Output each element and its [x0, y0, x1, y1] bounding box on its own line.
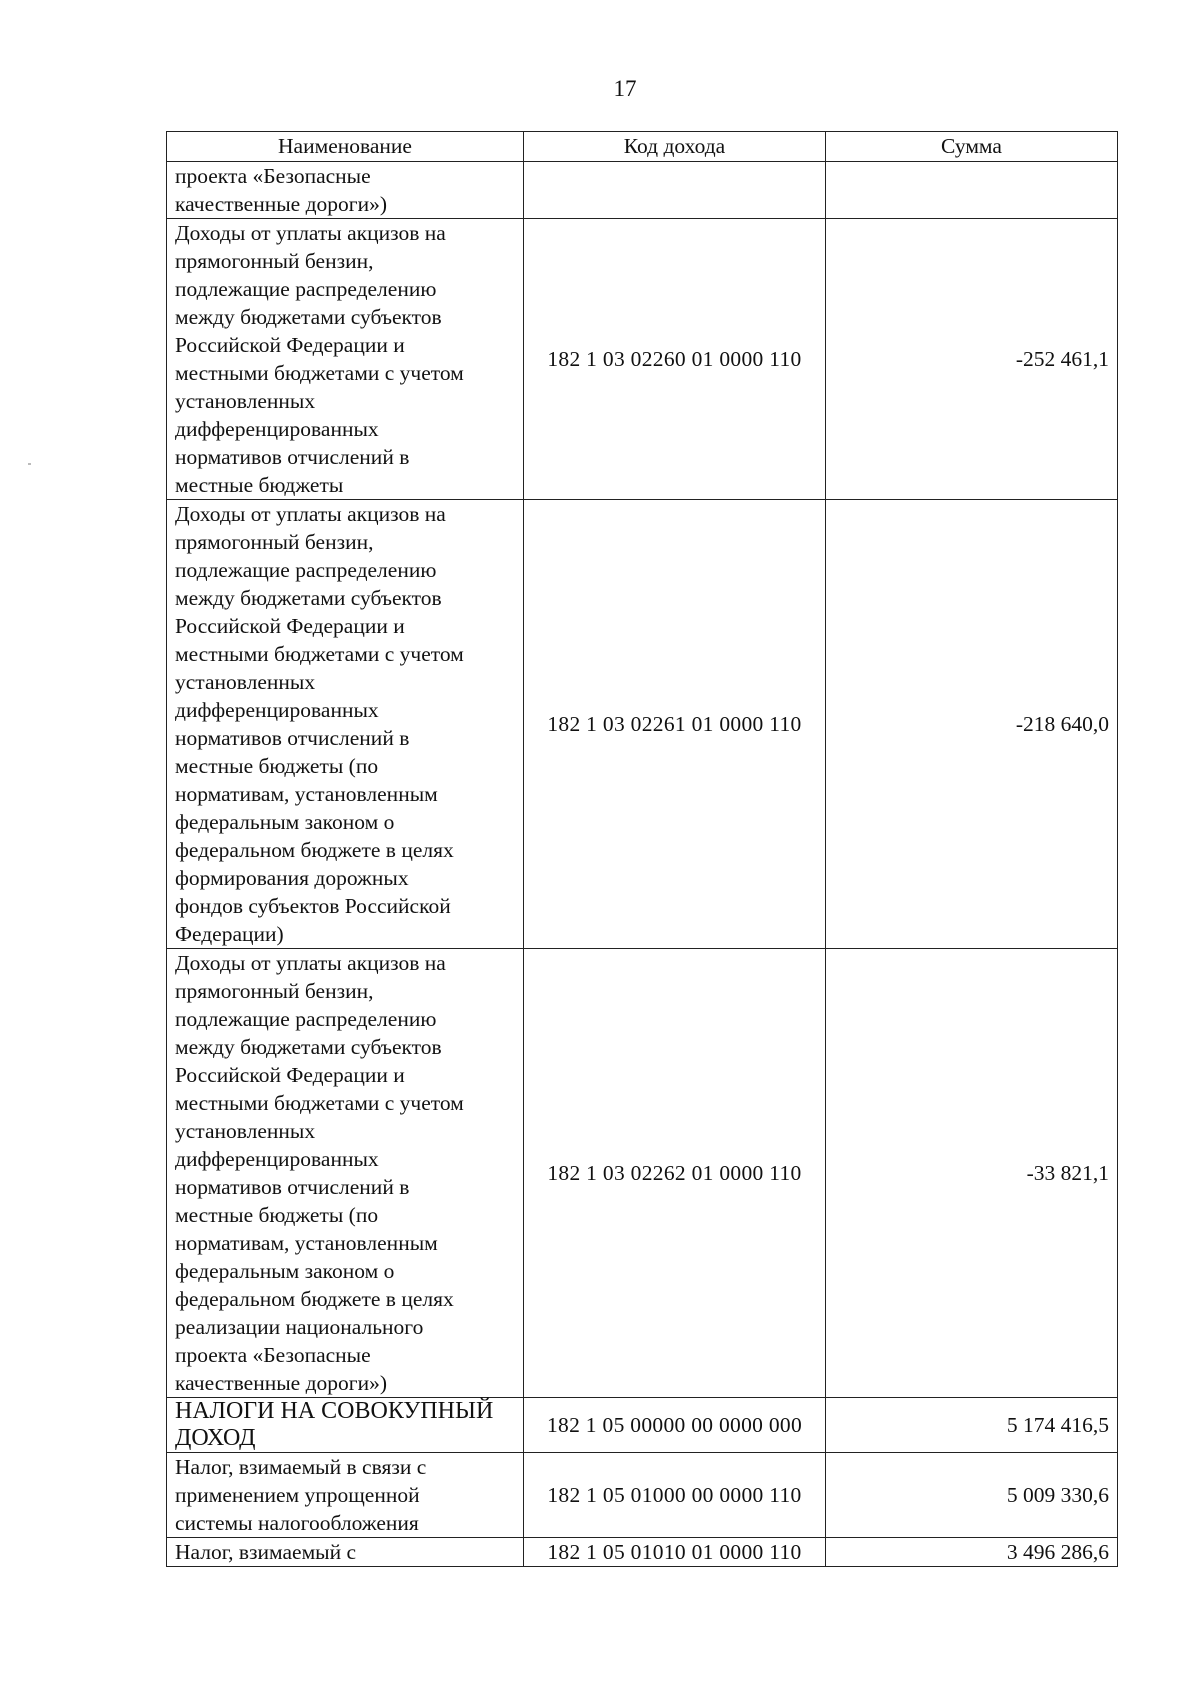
row-code: 182 1 05 01000 00 0000 110	[524, 1453, 826, 1538]
table-row	[167, 949, 1118, 1398]
row-name: Доходы от уплаты акцизов на прямогонный бензин, подлежащие распределению между бюджетами субъектов Российской Федерации и местными бюджетами с учетом установленных дифференцированных нормативов отчислений в местные бюджеты (по нормативам, установленным федеральным законом о федеральном бюджете в целях реализации национального проекта «Безопасные качественные дороги»)	[167, 949, 524, 1398]
row-code: 182 1 05 01010 01 0000 110	[524, 1538, 826, 1567]
row-name: Налог, взимаемый в связи с применением упрощенной системы налогообложения	[167, 1453, 524, 1538]
row-name: Налог, взимаемый с	[167, 1538, 524, 1567]
row-amount: -218 640,0	[826, 500, 1118, 949]
row-code: 182 1 03 02262 01 0000 110	[524, 949, 826, 1398]
table-row-section	[167, 1398, 1118, 1453]
row-name: Доходы от уплаты акцизов на прямогонный бензин, подлежащие распределению между бюджетами субъектов Российской Федерации и местными бюджетами с учетом установленных дифференцированных нормативов отчислений в местные бюджеты (по нормативам, установленным федеральным законом о федеральном бюджете в целях формирования дорожных фондов субъектов Российской Федерации)	[167, 500, 524, 949]
row-amount: 5 009 330,6	[826, 1453, 1118, 1538]
row-code: 182 1 03 02261 01 0000 110	[524, 500, 826, 949]
table-row	[167, 1538, 1118, 1567]
row-amount	[826, 162, 1118, 219]
page-number: 17	[613, 76, 637, 101]
revenue-table	[166, 131, 1118, 1567]
row-name: Доходы от уплаты акцизов на прямогонный бензин, подлежащие распределению между бюджетами субъектов Российской Федерации и местными бюджетами с учетом установленных дифференцированных нормативов отчислений в местные бюджеты	[167, 219, 524, 500]
column-header-name: Наименование	[167, 132, 524, 162]
row-code: 182 1 05 00000 00 0000 000	[524, 1398, 826, 1453]
row-name: проекта «Безопасные качественные дороги»)	[167, 162, 524, 219]
column-header-amount: Сумма	[826, 132, 1118, 162]
row-code	[524, 162, 826, 219]
table-header-row	[167, 132, 1118, 162]
table-row	[167, 1453, 1118, 1538]
row-amount: -33 821,1	[826, 949, 1118, 1398]
scan-artifact	[28, 463, 31, 465]
column-header-code: Код дохода	[524, 132, 826, 162]
row-code: 182 1 03 02260 01 0000 110	[524, 219, 826, 500]
row-amount: 3 496 286,6	[826, 1538, 1118, 1567]
row-amount: 5 174 416,5	[826, 1398, 1118, 1453]
table-row	[167, 500, 1118, 949]
row-name: НАЛОГИ НА СОВОКУПНЫЙ ДОХОД	[167, 1398, 524, 1453]
row-amount: -252 461,1	[826, 219, 1118, 500]
table-row	[167, 162, 1118, 219]
table-row	[167, 219, 1118, 500]
